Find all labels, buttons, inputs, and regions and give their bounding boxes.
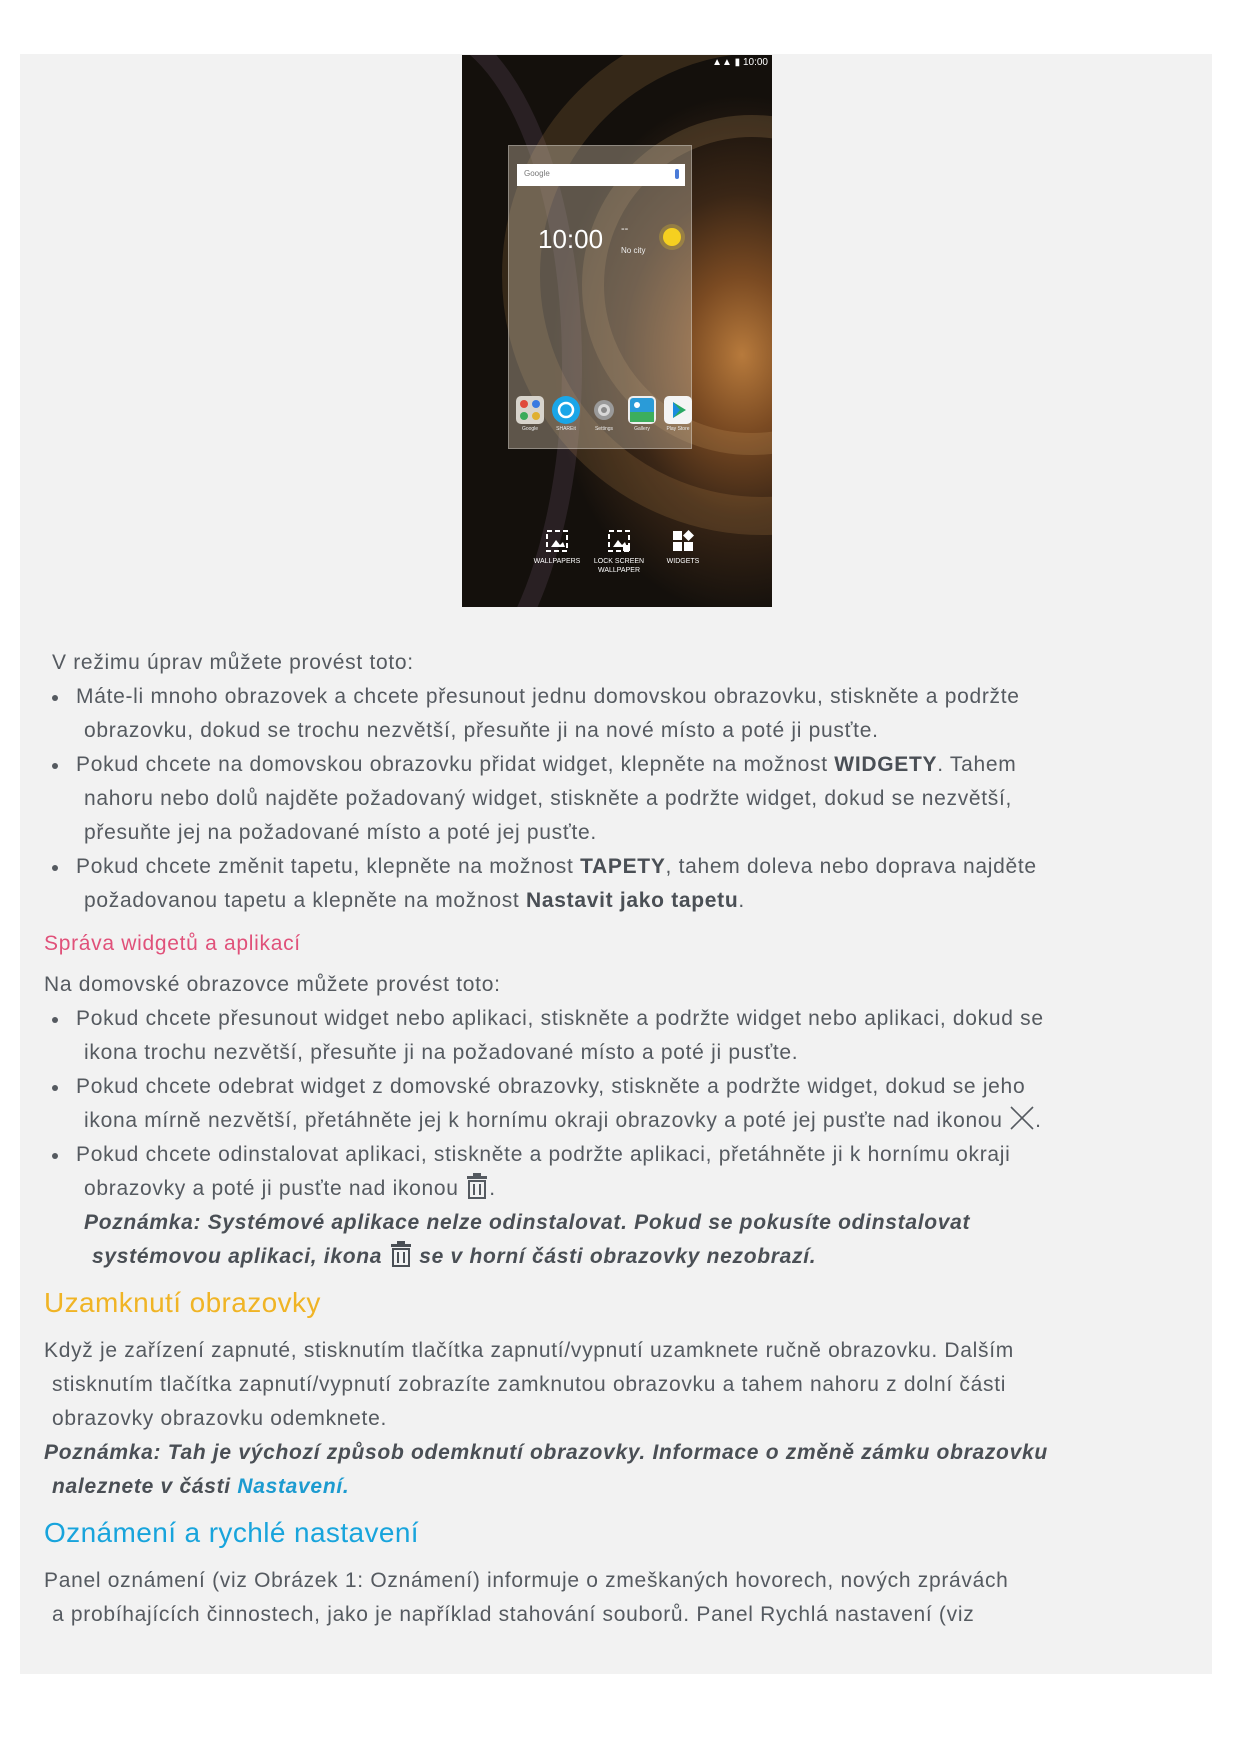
- edit-mode-toolbar: [462, 529, 772, 589]
- bullet-remove-widget: Pokud chcete odebrat widget z domovské obrazovky, stiskněte a podržte widget, dokud se jeho ikona mírně nezvětší, přetáhněte jej k hornímu okraji obrazovky a poté jej pusťte nad ikonou .: [44, 1070, 1194, 1138]
- google-search-bar[interactable]: [517, 164, 685, 186]
- trash-icon: [389, 1241, 413, 1267]
- app-dock: [509, 396, 693, 446]
- bullet-uninstall-app: Pokud chcete odinstalovat aplikaci, stiskněte a podržte aplikaci, přetáhněte ji k hornímu okraji obrazovky a poté ji pusťte nad ikonou .: [44, 1138, 1194, 1206]
- app-gallery[interactable]: Gallery: [625, 396, 659, 432]
- signal-icon: ▲▲ ▮: [712, 57, 741, 68]
- bullet-move-screen: Máte-li mnoho obrazovek a chcete přesunout jednu domovskou obrazovku, stiskněte a podržte obrazovku, dokud se trochu nezvětší, přesuňte ji na nové místo a poté ji pusťte.: [44, 680, 1194, 748]
- close-x-icon: [1009, 1105, 1035, 1131]
- settings-gear-icon: [590, 396, 618, 424]
- bullet-change-wallpaper: Pokud chcete změnit tapetu, klepněte na možnost TAPETY, tahem doleva nebo doprava najděte požadovanou tapetu a klepněte na možnost Nastavit jako tapetu.: [44, 850, 1194, 918]
- app-shareit[interactable]: SHAREit: [549, 396, 583, 432]
- wallpapers-button[interactable]: WALLPAPERS: [524, 529, 590, 566]
- lock-screen-wallpaper-button[interactable]: LOCK SCREEN WALLPAPER: [586, 529, 652, 575]
- widgets-button[interactable]: WIDGETS: [650, 529, 716, 566]
- trash-icon: [465, 1173, 489, 1199]
- settings-link[interactable]: Nastavení.: [237, 1475, 350, 1498]
- shareit-icon: [552, 396, 580, 424]
- play-store-icon: [664, 396, 692, 424]
- status-time: 10:00: [742, 57, 768, 68]
- notif-para-line1: Panel oznámení (viz Obrázek 1: Oznámení) informuje o zmeškaných hovorech, nových zprávách: [44, 1569, 1009, 1592]
- note-system-apps: Poznámka: Systémové aplikace nelze odinstalovat. Pokud se pokusíte odinstalovat systémovou aplikaci, ikona se v horní části obrazovky nezobrazí.: [84, 1211, 971, 1268]
- lock-para-line3: obrazovky obrazovku odemknete.: [52, 1407, 388, 1430]
- weather-temp: --: [621, 223, 629, 235]
- home-screen-intro: Na domovské obrazovce můžete provést toto:: [44, 973, 501, 996]
- gallery-icon: [628, 396, 656, 424]
- lock-para-line1: Když je zařízení zapnuté, stisknutím tlačítka zapnutí/vypnutí uzamknete ručně obrazovku. Dalším: [44, 1339, 1014, 1362]
- wallpaper-icon: [545, 529, 569, 553]
- document-body: V režimu úprav můžete provést toto: Máte-li mnoho obrazovek a chcete přesunout jednu domovskou obrazovku, stiskněte a podržte obrazovku, dokud se trochu nezvětší, přesuňte ji na nové místo a poté ji pusťte. Pokud chcete na domovskou obrazovku přidat widget, klepněte na možnost WIDGETY. Tahem nahoru nebo dolů najděte požadovaný widget, stiskněte a podržte widget, dokud se nezvětší, přesuňte jej na požadované místo a poté jej pusťte. Pokud chcete změnit tapetu, klepněte na možnost TAPETY, tahem doleva nebo doprava najděte požadovanou tapetu a klepněte na možnost Nastavit jako tapetu. Správa widgetů a aplikací Na domovské obrazovce můžete provést toto: Pokud chcete přesunout widget nebo aplikaci, stiskněte a podržte widget nebo aplikaci, dokud se ikona trochu nezvětší, přesuňte ji na požadované místo a poté ji pusťte. Pokud chcete odebrat widget z domovské obrazovky, stiskněte a podržte widget, dokud se jeho ikona mírně nezvětší, přetáhněte jej k hornímu okraji obrazovky a poté jej pusťte nad ikonou . Pokud chcete odinstalovat aplikaci, stiskněte a podržte aplikaci, přetáhněte ji k hornímu okraji obrazovky a poté ji pusťte nad ikonou . Poznámka: Systémové aplikace nelze odinstalovat. Pokud se pokusíte odinstalovat systémovou aplikaci, ikona se v horní části obrazovky nezobrazí. Uzamknutí obrazovky Když je zařízení zapnuté, stisknutím tlačítka zapnutí/vypnutí uzamknete ručně obrazovku. Dalším stisknutím tlačítka zapnutí/vypnutí zobrazíte zamknutou obrazovku a tahem nahoru z dolní části obrazovky obrazovku odemknete. Poznámka: Tah je výchozí způsob odemknutí obrazovky. Informace o změně zámku obrazovku naleznete v části Nastavení. Oznámení a rychlé nastavení Panel oznámení (viz Obrázek 1: Oznámení) informuje o zmeškaných hovorech, nových zprávách a probíhajících činnostech, jako je například stahování souborů. Panel Rychlá nastavení (viz: [44, 646, 1194, 1632]
- bullet-add-widget: Pokud chcete na domovskou obrazovku přidat widget, klepněte na možnost WIDGETY. Tahem nahoru nebo dolů najděte požadovaný widget, stiskněte a podržte widget, dokud se nezvětší, přesuňte jej na požadované místo a poté jej pusťte.: [44, 748, 1194, 850]
- notif-para-line2: a probíhajících činnostech, jako je například stahování souborů. Panel Rychlá nastavení (viz: [52, 1603, 975, 1626]
- google-logo: Google: [524, 169, 550, 178]
- app-play-store[interactable]: Play Store: [661, 396, 695, 432]
- app-settings[interactable]: Settings: [587, 396, 621, 432]
- home-screen-preview[interactable]: [508, 145, 692, 449]
- widgets-icon: [671, 529, 695, 553]
- heading-notifications: Oznámení a rychlé nastavení: [44, 1517, 419, 1548]
- sun-icon: [663, 228, 681, 246]
- bullet-move-widget: Pokud chcete přesunout widget nebo aplikaci, stiskněte a podržte widget nebo aplikaci, dokud se ikona trochu nezvětší, přesuňte ji na požadované místo a poté ji pusťte.: [44, 1002, 1194, 1070]
- note-unlock: Poznámka: Tah je výchozí způsob odemknutí obrazovky. Informace o změně zámku obrazovku: [44, 1441, 1048, 1464]
- weather-city: No city: [621, 246, 646, 255]
- google-folder-icon: [516, 396, 544, 424]
- app-google[interactable]: Google: [513, 396, 547, 432]
- status-bar: [712, 57, 768, 68]
- edit-mode-screenshot: [462, 55, 772, 607]
- clock-widget: 10:00: [538, 224, 604, 254]
- heading-screen-lock: Uzamknutí obrazovky: [44, 1287, 321, 1318]
- lock-wallpaper-icon: [607, 529, 631, 553]
- lock-para-line2: stisknutím tlačítka zapnutí/vypnutí zobrazíte zamknutou obrazovku a tahem nahoru z dolní části: [52, 1373, 1007, 1396]
- mic-icon: [675, 169, 679, 179]
- edit-mode-intro: V režimu úprav můžete provést toto:: [52, 651, 414, 674]
- subheading-widgets-apps: Správa widgetů a aplikací: [44, 932, 301, 955]
